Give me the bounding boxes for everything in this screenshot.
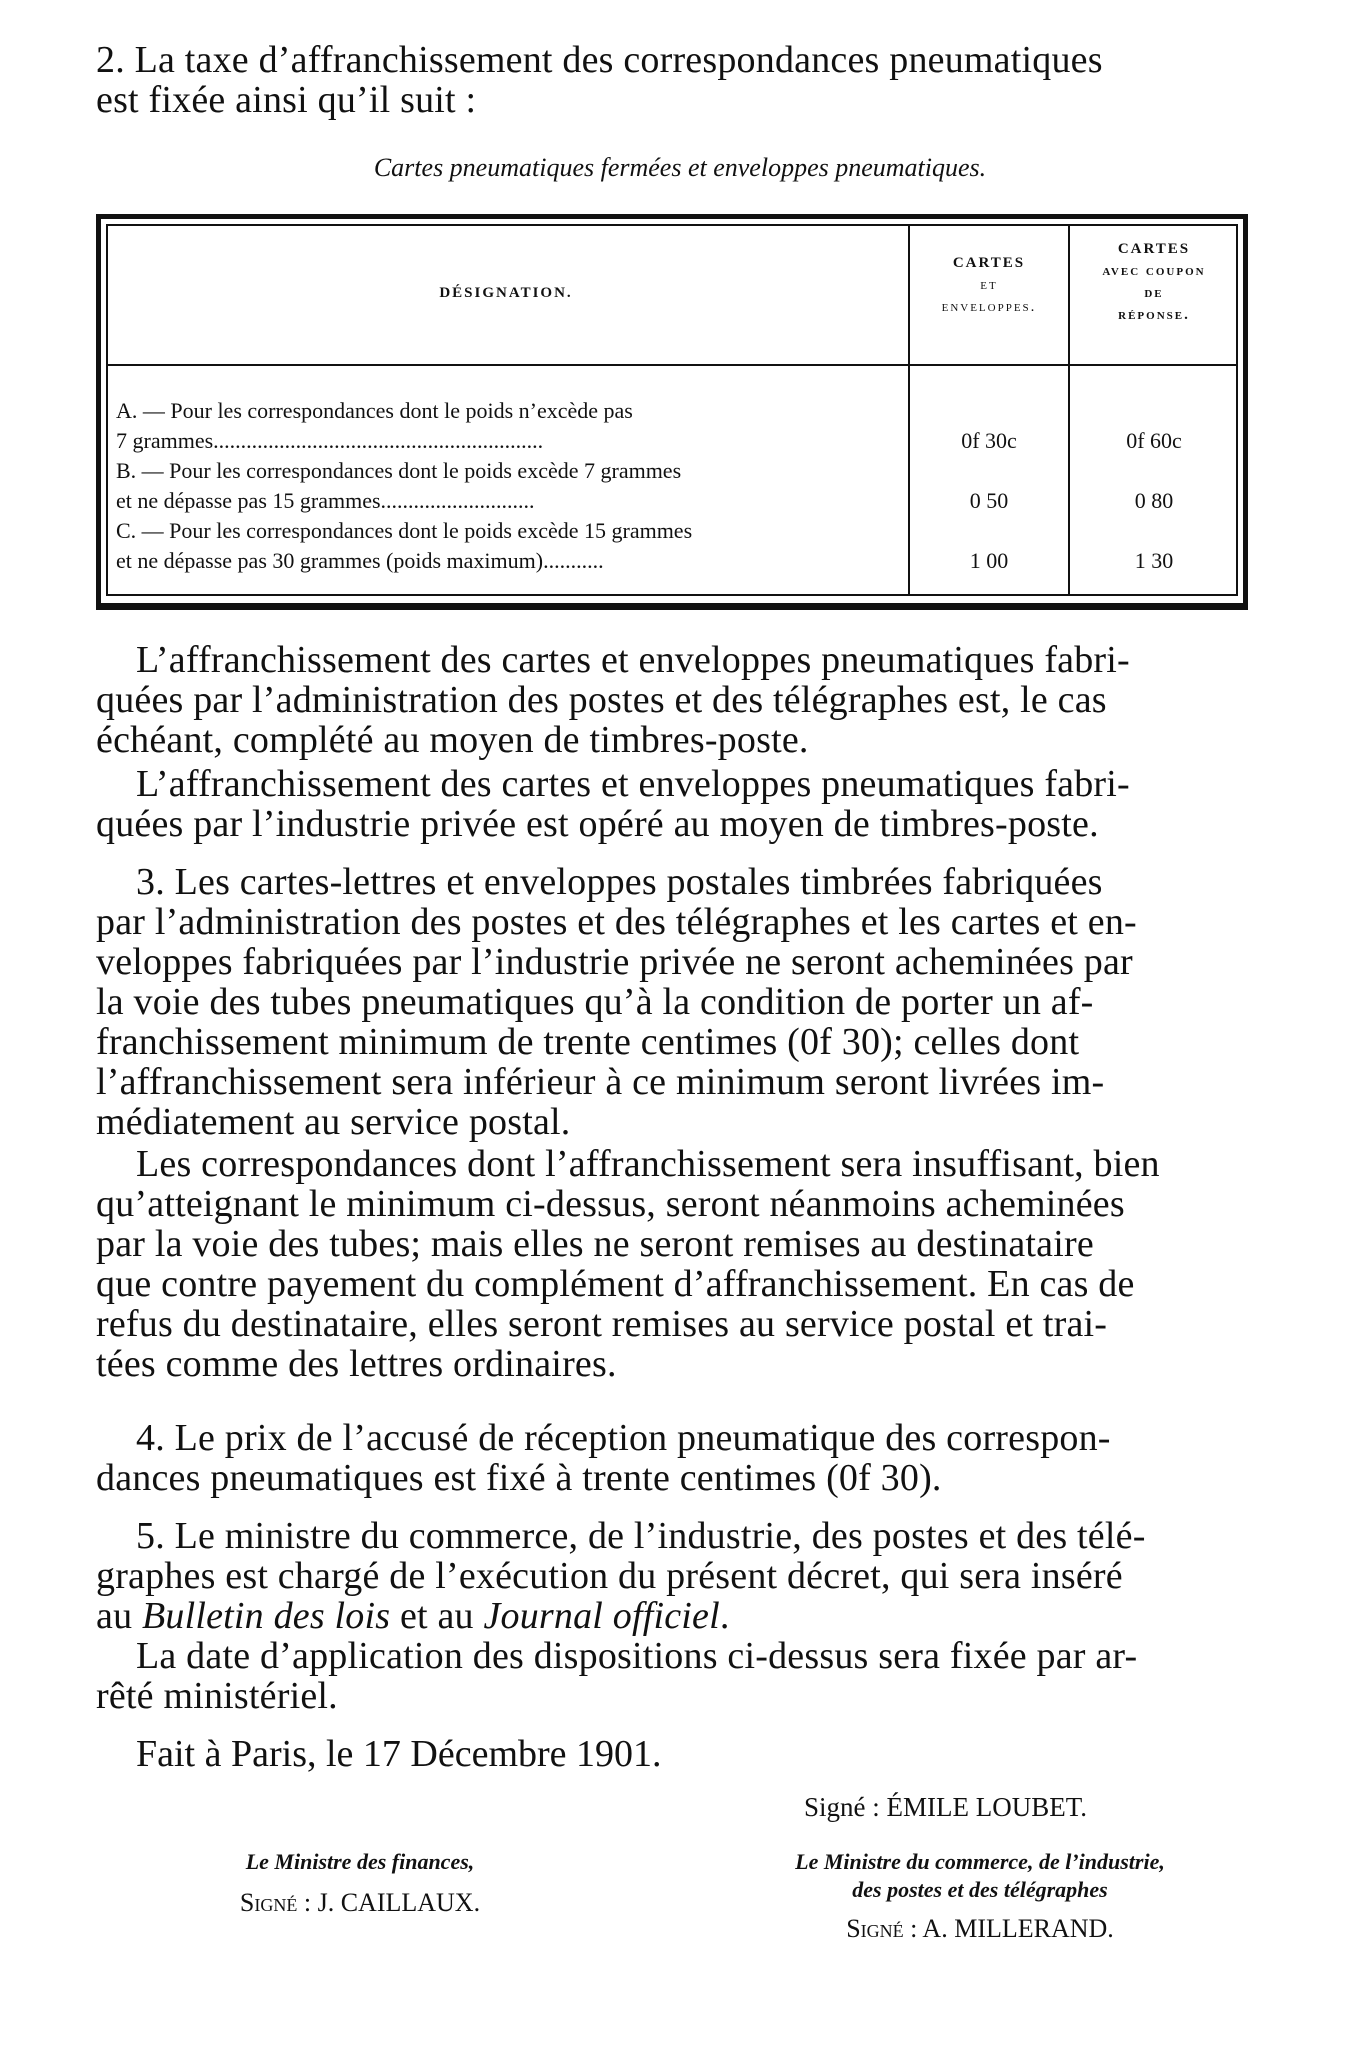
- text-line: dances pneumatiques est fixé à trente centimes (0f 30).: [96, 1457, 942, 1499]
- row-text: et ne dépasse pas 30 grammes (poids maximum)...........: [116, 548, 604, 573]
- text-line: quées par l’industrie privée est opéré au moyen de timbres-poste.: [96, 803, 1099, 845]
- row-b-col1: 0 50: [969, 488, 1009, 513]
- header-text: enveloppes.: [941, 299, 1037, 315]
- italic-title-bulletin: Bulletin des lois: [141, 1595, 391, 1637]
- row-text: 7 grammes............................................................: [116, 428, 544, 453]
- text-line: L’affranchissement des cartes et enveloppes pneumatiques fabri-: [136, 763, 1130, 805]
- minister-commerce-title: Le Ministre du commerce, de l’industrie,: [795, 1849, 1165, 1874]
- row-b-col2: 0 80: [1134, 488, 1174, 513]
- text-line: La date d’application des dispositions ci-dessus sera fixée par ar-: [136, 1635, 1138, 1677]
- header-text: avec coupon: [1102, 263, 1206, 279]
- text-line: qu’atteignant le minimum ci-dessus, seront néanmoins acheminées: [96, 1183, 1125, 1225]
- row-text: A. — Pour les correspondances dont le poids n’excède pas: [116, 398, 633, 423]
- text-line: [96, 1596, 1244, 1636]
- row-text: B. — Pour les correspondances dont le poids excède 7 grammes: [116, 458, 682, 483]
- text-line: par la voie des tubes; mais elles ne seront remises au destinataire: [96, 1223, 1094, 1265]
- text-line: Les correspondances dont l’affranchissement sera insuffisant, bien: [136, 1143, 1160, 1185]
- text-line: que contre payement du complément d’affranchissement. En cas de: [96, 1263, 1135, 1305]
- text-line: L’affranchissement des cartes et enveloppes pneumatiques fabri-: [136, 639, 1130, 681]
- header-text: réponse.: [1118, 307, 1190, 323]
- paragraph-affranchissement-administration: [96, 640, 1244, 760]
- text-line: quées par l’administration des postes et des télégraphes est, le cas: [96, 679, 1107, 721]
- text-line: 4. Le prix de l’accusé de réception pneumatique des correspon-: [136, 1417, 1111, 1459]
- row-text: et ne dépasse pas 15 grammes............................: [116, 488, 535, 513]
- text-line: tées comme des lettres ordinaires.: [96, 1343, 617, 1385]
- minister-commerce-title: des postes et des télégraphes: [852, 1877, 1108, 1902]
- article-5: [96, 1516, 1244, 1636]
- text-line: graphes est chargé de l’exécution du présent décret, qui sera inséré: [96, 1555, 1123, 1597]
- row-text: C. — Pour les correspondances dont le poids excède 15 grammes: [116, 518, 693, 543]
- header-cartes-coupon: [1070, 238, 1238, 326]
- header-divider: [106, 364, 1238, 366]
- header-text: CARTES: [952, 255, 1026, 271]
- text-line: franchissement minimum de trente centimes (0f 30); celles dont: [96, 1021, 1080, 1063]
- text-line: échéant, complété au moyen de timbres-poste.: [96, 719, 809, 761]
- closing-date: Fait à Paris, le 17 Décembre 1901.: [136, 1733, 662, 1775]
- text-line: 3. Les cartes-lettres et enveloppes postales timbrées fabriquées: [136, 861, 1103, 903]
- header-text: CARTES: [1117, 241, 1191, 257]
- text-line: refus du destinataire, elles seront remises au service postal et trai-: [96, 1303, 1108, 1345]
- article-4: [96, 1418, 1244, 1498]
- row-a-col1: 0f 30c: [961, 428, 1017, 453]
- text-run: et au: [390, 1595, 484, 1637]
- header-designation: DÉSIGNATION.: [439, 285, 573, 301]
- text-line: l’affranchissement sera inférieur à ce minimum seront livrées im-: [96, 1061, 1105, 1103]
- article-3-insufficient: [96, 1144, 1244, 1384]
- president-signature: Signé : ÉMILE LOUBET.: [804, 1792, 1087, 1822]
- article-3: [96, 862, 1244, 1142]
- minister-finances-title: Le Ministre des finances,: [245, 1849, 475, 1874]
- row-c-col1: 1 00: [969, 548, 1009, 573]
- italic-title-journal: Journal officiel: [483, 1595, 720, 1637]
- row-c-col2: 1 30: [1134, 548, 1174, 573]
- table-caption: Cartes pneumatiques fermées et enveloppes pneumatiques.: [373, 153, 987, 182]
- table-row-a: [116, 396, 896, 456]
- minister-finances-signature: Signé : J. CAILLAUX.: [239, 1888, 481, 1917]
- tariff-table: [96, 214, 1248, 610]
- text-line: la voie des tubes pneumatiques qu’à la condition de porter un af-: [96, 981, 1094, 1023]
- minister-commerce-signature: Signé : A. MILLERAND.: [846, 1914, 1114, 1943]
- header-text: et: [980, 277, 998, 293]
- text-line: par l’administration des postes et des télégraphes et les cartes et en-: [96, 901, 1137, 943]
- minister-finances-block: [200, 1848, 520, 1920]
- article-5-application: [96, 1636, 1244, 1716]
- article-2-intro: [96, 40, 1244, 120]
- row-a-col2: 0f 60c: [1126, 428, 1182, 453]
- paragraph-affranchissement-industrie: [96, 764, 1244, 844]
- text-line: rêté ministériel.: [96, 1675, 338, 1717]
- text-line: médiatement au service postal.: [96, 1101, 571, 1143]
- table-row-b: [116, 456, 896, 516]
- header-cartes-enveloppes: [910, 252, 1068, 318]
- table-row-c: [116, 516, 896, 576]
- text-line: 2. La taxe d’affranchissement des correspondances pneumatiques: [96, 39, 1103, 81]
- text-line: veloppes fabriquées par l’industrie privée ne seront acheminées par: [96, 941, 1133, 983]
- minister-commerce-block: [720, 1848, 1240, 1946]
- text-run: .: [719, 1595, 730, 1637]
- text-run: au: [96, 1595, 142, 1637]
- text-line: est fixée ainsi qu’il suit :: [96, 79, 477, 121]
- text-line: 5. Le ministre du commerce, de l’industrie, des postes et des télé-: [136, 1515, 1146, 1557]
- header-text: de: [1144, 285, 1164, 301]
